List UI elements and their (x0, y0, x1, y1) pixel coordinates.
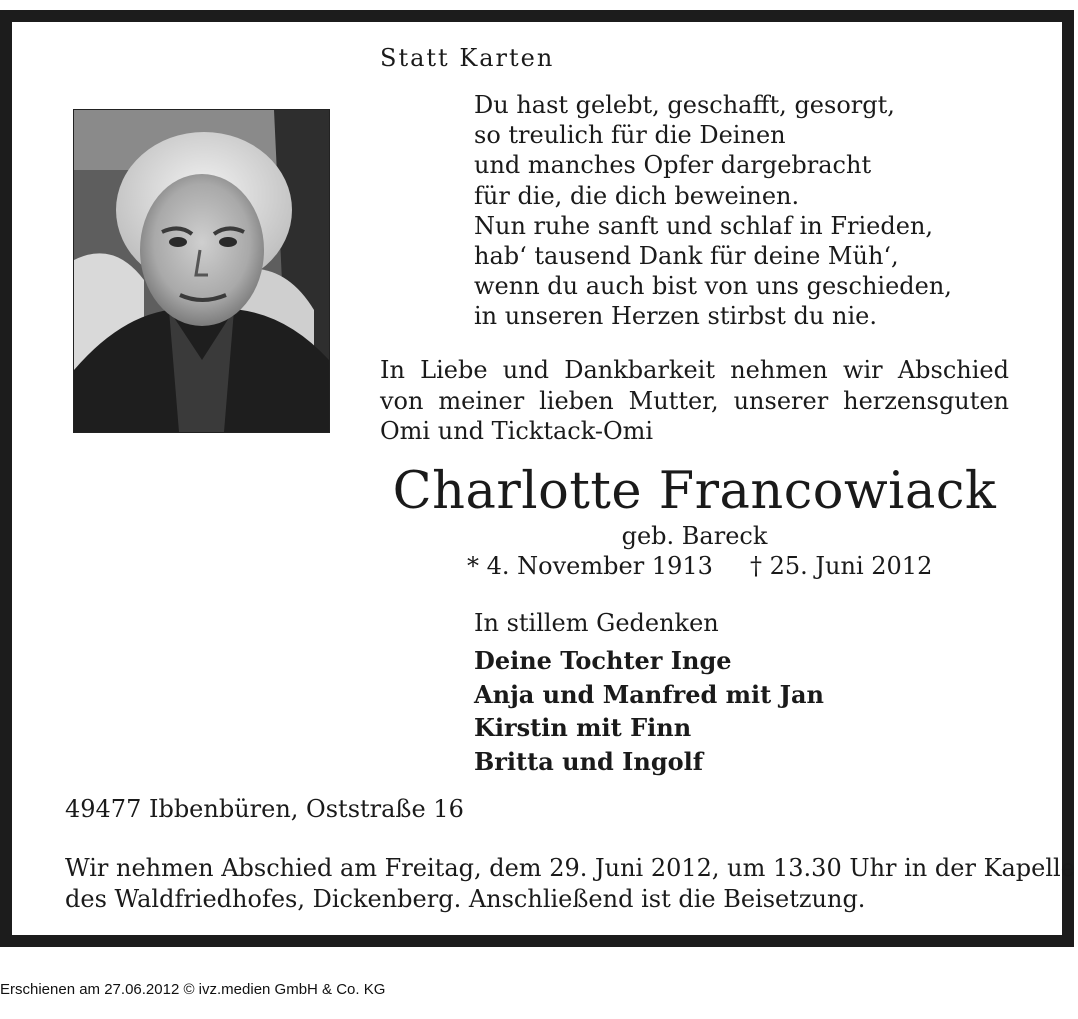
family-member: Kirstin mit Finn (474, 713, 692, 742)
death-date: † 25. Juni 2012 (750, 552, 933, 580)
poem-line: wenn du auch bist von uns geschieden, (474, 272, 952, 301)
statt-karten-heading: Statt Karten (380, 44, 555, 72)
publication-footer: Erschienen am 27.06.2012 © ivz.medien GmbH & Co. KG (0, 981, 386, 998)
poem-line: so treulich für die Deinen (474, 121, 786, 150)
funeral-info (65, 853, 1075, 915)
family-member: Deine Tochter Inge (474, 646, 732, 675)
poem-line: für die, die dich beweinen. (474, 181, 800, 210)
funeral-line: des Waldfriedhofes, Dickenberg. Anschließend ist die Beisetzung. (65, 885, 866, 913)
family-member: Anja und Manfred mit Jan (474, 679, 824, 709)
poem (474, 90, 952, 332)
funeral-line: Wir nehmen Abschied am Freitag, dem 29. Juni 2012, um 13.30 Uhr in der Kapelle (65, 854, 1075, 882)
obituary-frame (0, 10, 1074, 947)
poem-line: Du hast gelebt, geschafft, gesorgt, (474, 91, 895, 119)
birth-date: * 4. November 1913 (467, 552, 713, 580)
maiden-name: geb. Bareck (621, 522, 768, 550)
family-member: Britta und Ingolf (474, 746, 704, 776)
poem-line: und manches Opfer dargebracht (474, 151, 872, 180)
address: 49477 Ibbenbüren, Oststraße 16 (65, 795, 464, 823)
poem-line: hab‘ tausend Dank für deine Müh‘, (474, 242, 899, 271)
deceased-name: Charlotte Francowiack (392, 462, 997, 521)
gedenken-heading: In stillem Gedenken (474, 609, 719, 637)
portrait-photo (73, 109, 330, 433)
poem-line: in unseren Herzen stirbst du nie. (474, 302, 877, 331)
intro-text: In Liebe und Dankbarkeit nehmen wir Abschied von meiner lieben Mutter, unserer herzensguten Omi und Ticktack-Omi (380, 356, 1009, 445)
family-list (474, 644, 824, 778)
poem-line: Nun ruhe sanft und schlaf in Frieden, (474, 211, 934, 240)
